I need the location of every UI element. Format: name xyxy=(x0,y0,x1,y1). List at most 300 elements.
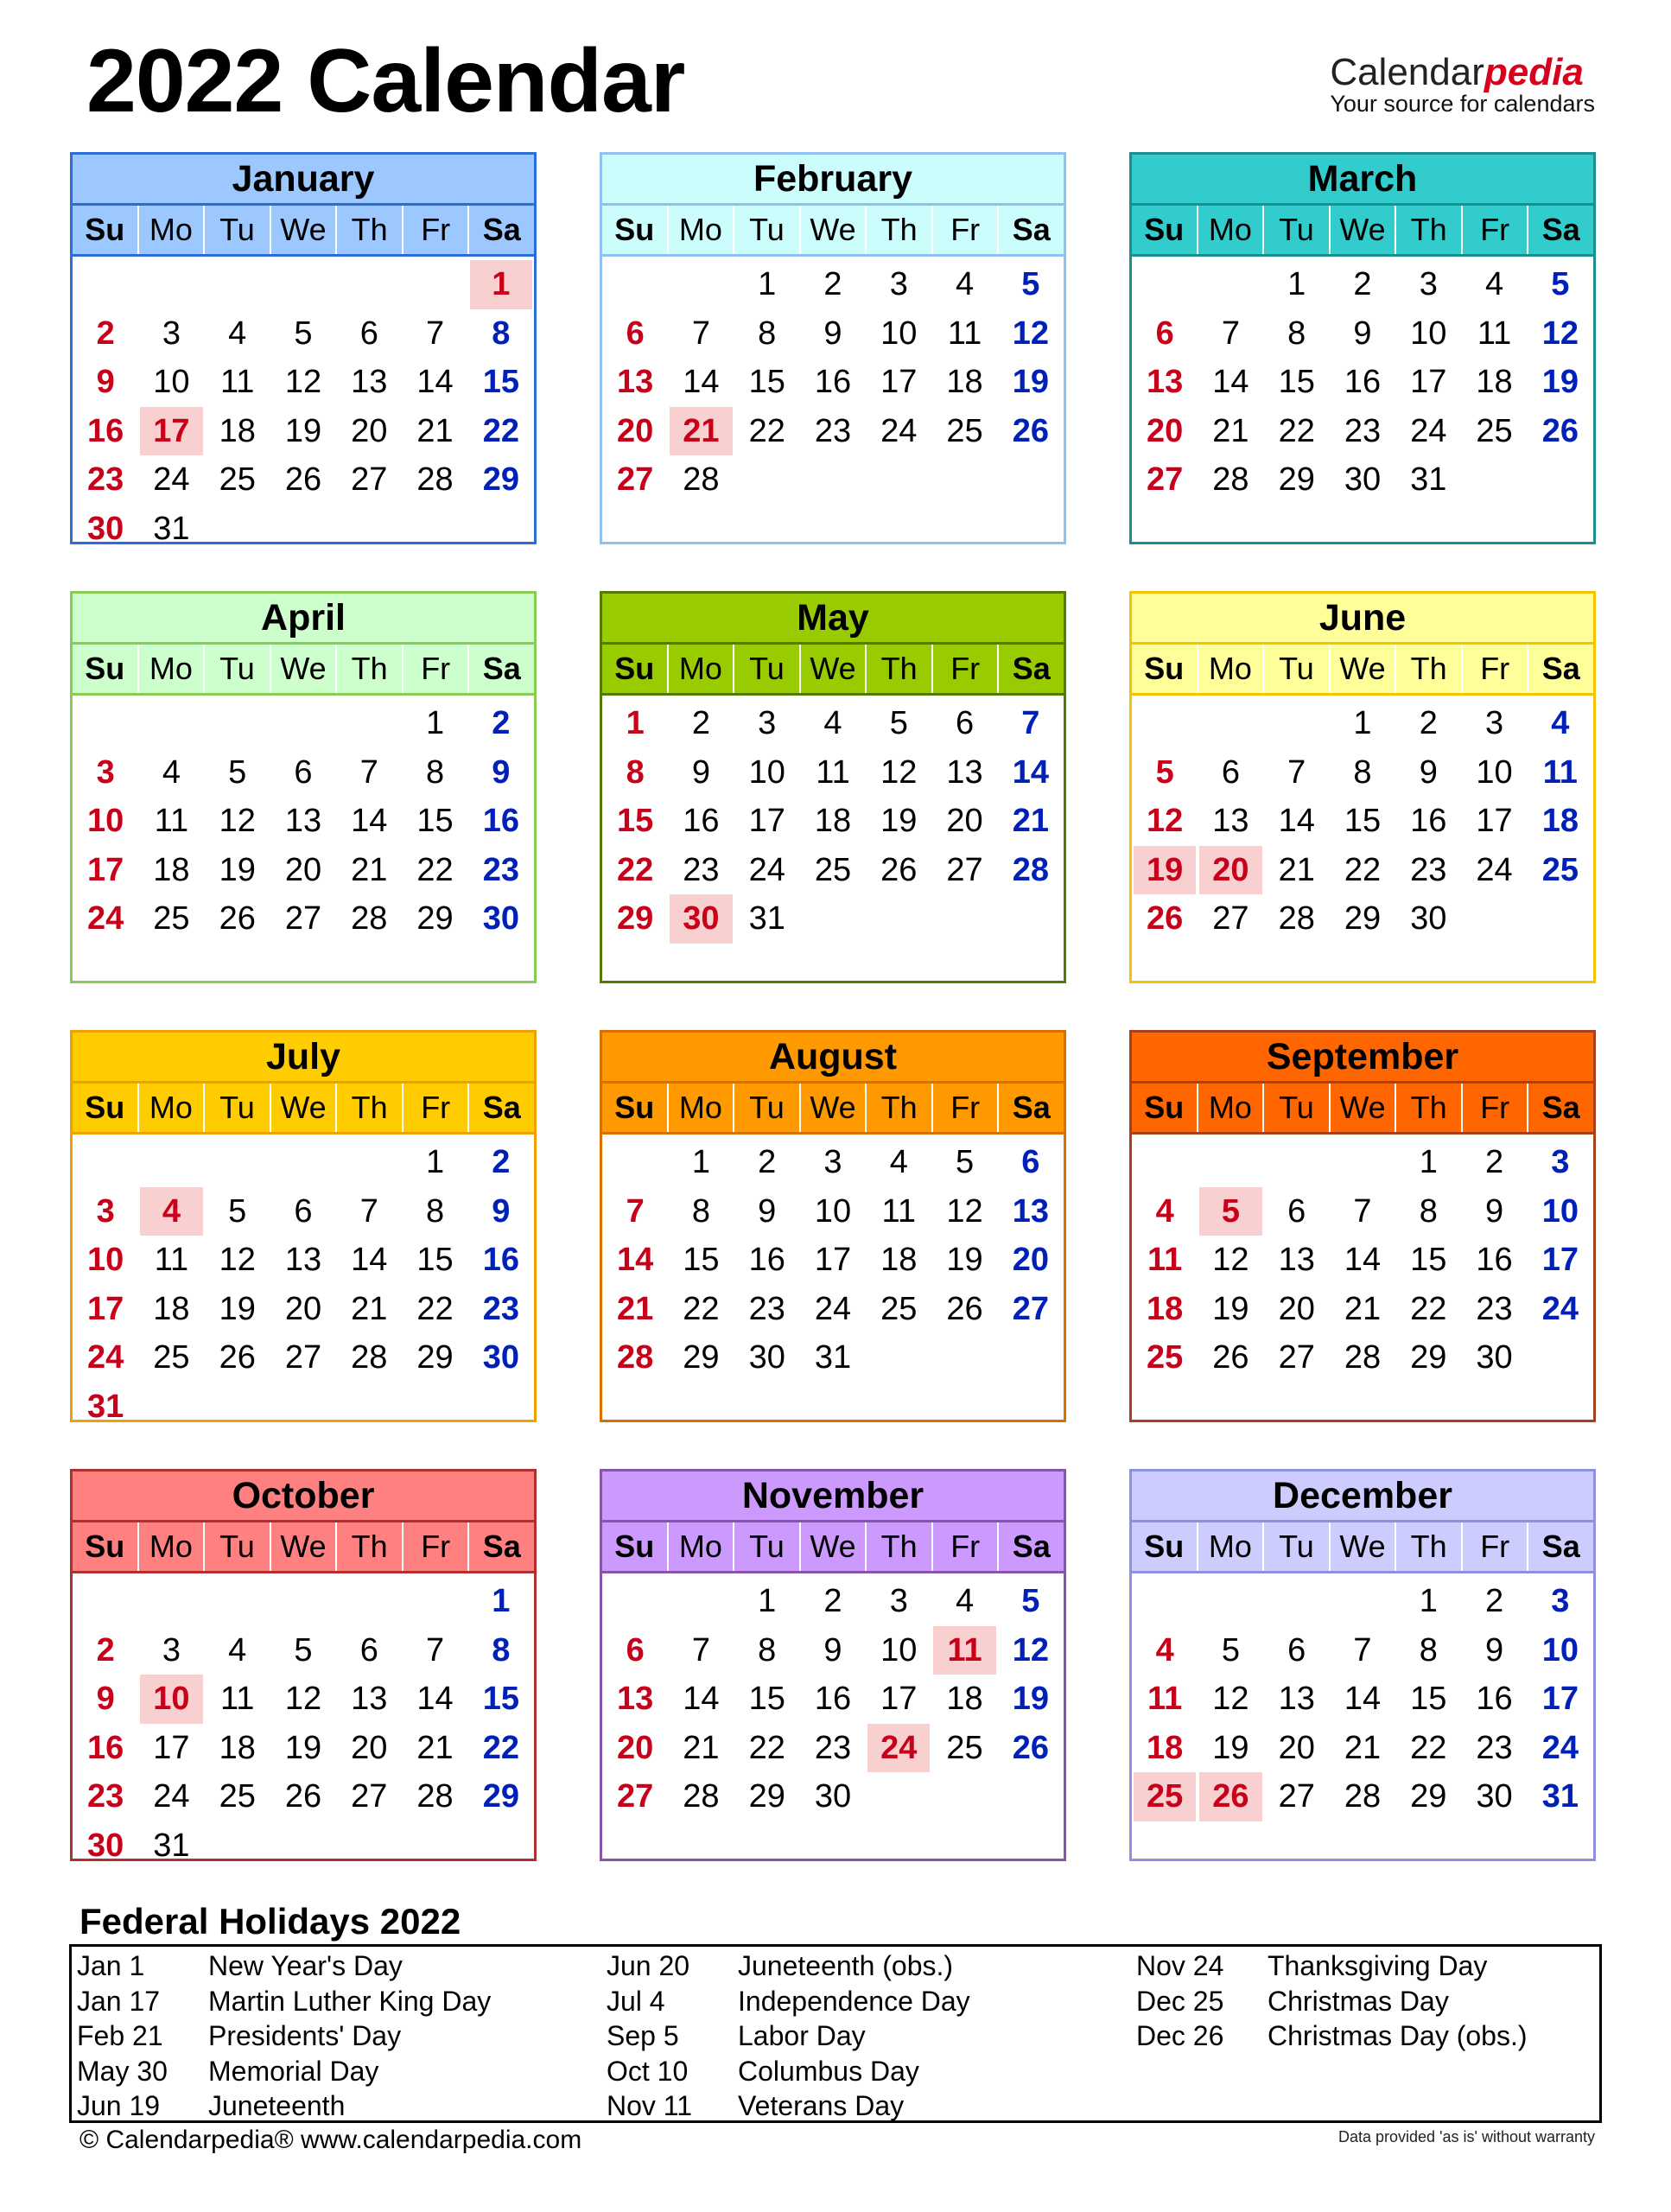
footer-copyright[interactable]: © Calendarpedia® www.calendarpedia.com xyxy=(79,2126,582,2154)
day-cell: 14 xyxy=(1344,1242,1382,1278)
day-cell: 22 xyxy=(1410,1290,1447,1327)
federal-holidays-title: Federal Holidays 2022 xyxy=(79,1901,461,1942)
day-cell: 28 xyxy=(1012,851,1049,888)
day-cell: 18 xyxy=(880,1242,918,1278)
empty-day-cell xyxy=(1266,1577,1328,1626)
day-cell: 6 xyxy=(1287,1631,1306,1669)
day-cell: 15 xyxy=(416,803,454,839)
day-cell: 8 xyxy=(492,1631,511,1669)
weekday-label: Fr xyxy=(403,1522,470,1571)
weekday-label: Tu xyxy=(1264,1522,1331,1571)
day-cell: 31 xyxy=(153,510,190,547)
day-cell: 13 xyxy=(946,753,983,791)
day-cell: 11 xyxy=(219,1681,255,1717)
weekday-label: We xyxy=(271,1084,338,1132)
day-cell: 13 xyxy=(351,1681,388,1717)
day-grid xyxy=(73,1573,534,1870)
day-cell: 22 xyxy=(482,1729,519,1766)
day-grid xyxy=(1132,1573,1593,1821)
day-cell: 12 xyxy=(284,364,322,400)
weekday-label: We xyxy=(271,206,338,254)
day-cell: 27 xyxy=(1012,1290,1049,1327)
day-cell: 13 xyxy=(1278,1681,1315,1717)
holiday-day-cell: 17 xyxy=(140,407,202,456)
month-april xyxy=(70,591,537,983)
day-cell: 10 xyxy=(1410,315,1447,352)
empty-day-cell xyxy=(272,260,334,309)
brand-name xyxy=(1330,51,1595,93)
weekday-label: Tu xyxy=(734,645,801,693)
day-cell: 18 xyxy=(1476,364,1513,400)
holiday-date: Sep 5 xyxy=(607,2020,679,2051)
empty-day-cell xyxy=(74,260,137,309)
day-cell: 21 xyxy=(351,1290,388,1327)
holiday-day-cell: 19 xyxy=(1134,846,1196,895)
month-september xyxy=(1129,1030,1596,1422)
holiday-date: Jun 19 xyxy=(77,2090,161,2121)
day-cell: 13 xyxy=(1278,1242,1315,1278)
day-cell: 22 xyxy=(1410,1729,1447,1766)
holiday-row xyxy=(601,2088,970,2124)
holiday-date: May 30 xyxy=(77,2055,168,2087)
holiday-row xyxy=(72,1948,491,1984)
day-cell: 7 xyxy=(1221,315,1240,352)
day-cell: 10 xyxy=(1541,1631,1579,1669)
day-cell: 8 xyxy=(1287,315,1306,352)
weekday-label: Fr xyxy=(933,206,1000,254)
day-cell: 20 xyxy=(1278,1290,1315,1327)
weekday-label: Tu xyxy=(1264,1084,1331,1132)
day-cell: 9 xyxy=(823,315,842,352)
day-cell: 8 xyxy=(758,315,777,352)
month-name: February xyxy=(602,155,1064,206)
day-cell: 19 xyxy=(284,412,322,449)
day-cell: 1 xyxy=(1353,705,1372,741)
weekday-label: Th xyxy=(867,645,933,693)
weekday-header-row xyxy=(602,206,1064,257)
day-cell: 20 xyxy=(946,803,983,839)
month-name: May xyxy=(602,594,1064,645)
day-cell: 22 xyxy=(482,412,519,449)
holiday-day-cell: 5 xyxy=(1199,1187,1261,1236)
month-august xyxy=(600,1030,1066,1422)
empty-day-cell xyxy=(1331,1138,1394,1187)
holiday-row xyxy=(1131,1948,1528,1984)
holiday-row xyxy=(72,2054,491,2089)
day-cell: 31 xyxy=(814,1339,852,1376)
empty-day-cell xyxy=(670,1577,732,1626)
day-cell: 10 xyxy=(814,1192,852,1230)
month-name: April xyxy=(73,594,534,645)
month-name: January xyxy=(73,155,534,206)
day-cell: 5 xyxy=(228,753,247,791)
empty-day-cell xyxy=(74,1138,137,1187)
day-cell: 16 xyxy=(1476,1242,1513,1278)
weekday-label: We xyxy=(801,206,867,254)
empty-day-cell xyxy=(206,1138,269,1187)
day-cell: 28 xyxy=(617,1339,654,1376)
day-cell: 10 xyxy=(87,1242,124,1278)
day-cell: 21 xyxy=(1344,1729,1382,1766)
day-cell: 23 xyxy=(814,412,852,449)
day-cell: 31 xyxy=(87,1388,124,1425)
day-cell: 7 xyxy=(425,1631,445,1669)
empty-day-cell xyxy=(1199,260,1261,309)
weekday-label: Su xyxy=(602,645,669,693)
day-cell: 8 xyxy=(425,1192,445,1230)
weekday-label: Sa xyxy=(999,206,1064,254)
holiday-name: Juneteenth (obs.) xyxy=(738,1950,954,1981)
day-grid xyxy=(1132,257,1593,505)
day-cell: 3 xyxy=(1551,1583,1570,1619)
weekday-header-row xyxy=(602,1084,1064,1135)
day-cell: 20 xyxy=(1278,1729,1315,1766)
weekday-label: Su xyxy=(602,1522,669,1571)
day-cell: 10 xyxy=(880,1631,918,1669)
day-cell: 11 xyxy=(881,1192,916,1230)
day-cell: 19 xyxy=(219,1290,256,1327)
weekday-header-row xyxy=(73,1084,534,1135)
day-cell: 1 xyxy=(758,1583,777,1619)
day-cell: 16 xyxy=(87,1729,124,1766)
day-cell: 17 xyxy=(880,364,918,400)
footer-disclaimer: Data provided 'as is' without warranty xyxy=(1337,2128,1595,2145)
day-cell: 15 xyxy=(416,1242,454,1278)
month-march xyxy=(1129,152,1596,544)
holiday-day-cell: 21 xyxy=(670,407,732,456)
day-cell: 2 xyxy=(96,1631,115,1669)
day-cell: 12 xyxy=(880,753,918,791)
day-cell: 8 xyxy=(1353,753,1372,791)
day-cell: 3 xyxy=(1484,705,1504,741)
month-name: October xyxy=(73,1471,534,1522)
day-cell: 15 xyxy=(1278,364,1315,400)
weekday-label: Sa xyxy=(469,1084,534,1132)
weekday-label: Th xyxy=(1396,645,1463,693)
day-cell: 20 xyxy=(1012,1242,1049,1278)
day-cell: 26 xyxy=(1541,412,1579,449)
brand-logo[interactable] xyxy=(1330,51,1595,118)
day-cell: 11 xyxy=(1147,1242,1183,1278)
day-cell: 29 xyxy=(416,1339,454,1376)
weekday-label: Th xyxy=(337,206,403,254)
day-cell: 6 xyxy=(626,315,645,352)
day-cell: 23 xyxy=(1476,1290,1513,1327)
day-cell: 9 xyxy=(758,1192,777,1230)
day-cell: 12 xyxy=(219,1242,256,1278)
holiday-day-cell: 1 xyxy=(470,260,532,309)
day-cell: 21 xyxy=(683,1729,720,1766)
weekday-header-row xyxy=(73,645,534,696)
empty-day-cell xyxy=(338,699,400,748)
month-name: June xyxy=(1132,594,1593,645)
day-cell: 14 xyxy=(351,1242,388,1278)
day-cell: 4 xyxy=(1155,1631,1174,1669)
day-grid xyxy=(73,257,534,553)
day-cell: 27 xyxy=(617,461,654,498)
holiday-column xyxy=(72,1948,491,2124)
day-cell: 23 xyxy=(1344,412,1382,449)
day-cell: 10 xyxy=(880,315,918,352)
weekday-header-row xyxy=(1132,206,1593,257)
month-name: August xyxy=(602,1033,1064,1084)
day-cell: 2 xyxy=(691,705,710,741)
day-cell: 3 xyxy=(889,266,908,302)
day-cell: 23 xyxy=(87,461,124,498)
day-cell: 20 xyxy=(351,1729,388,1766)
day-cell: 22 xyxy=(748,412,785,449)
weekday-label: Su xyxy=(602,1084,669,1132)
day-cell: 3 xyxy=(162,315,181,352)
day-cell: 2 xyxy=(758,1144,777,1180)
day-cell: 24 xyxy=(87,1339,124,1376)
weekday-header-row xyxy=(73,206,534,257)
day-cell: 24 xyxy=(1541,1290,1579,1327)
day-cell: 6 xyxy=(294,1192,313,1230)
empty-day-cell xyxy=(206,699,269,748)
day-cell: 13 xyxy=(351,364,388,400)
weekday-label: Sa xyxy=(999,1522,1064,1571)
day-cell: 7 xyxy=(1353,1192,1372,1230)
day-cell: 12 xyxy=(219,803,256,839)
day-grid xyxy=(602,257,1064,505)
day-cell: 8 xyxy=(425,753,445,791)
holiday-row xyxy=(601,2018,970,2054)
weekday-label: Su xyxy=(73,1522,139,1571)
day-cell: 29 xyxy=(1344,900,1382,937)
day-cell: 2 xyxy=(96,315,115,352)
day-cell: 14 xyxy=(1012,753,1049,791)
day-cell: 1 xyxy=(425,705,445,741)
weekday-label: Su xyxy=(73,206,139,254)
day-cell: 1 xyxy=(758,266,777,302)
day-cell: 29 xyxy=(1410,1778,1447,1815)
holiday-day-cell: 26 xyxy=(1199,1772,1261,1821)
day-cell: 7 xyxy=(425,315,445,352)
day-cell: 9 xyxy=(823,1631,842,1669)
day-cell: 28 xyxy=(1344,1778,1382,1815)
day-cell: 15 xyxy=(748,1681,785,1717)
day-cell: 30 xyxy=(87,1827,124,1864)
day-cell: 24 xyxy=(153,461,190,498)
day-cell: 20 xyxy=(351,412,388,449)
day-cell: 7 xyxy=(1287,753,1306,791)
day-cell: 25 xyxy=(219,1778,256,1815)
day-cell: 14 xyxy=(683,1681,720,1717)
day-cell: 24 xyxy=(748,851,785,888)
day-cell: 23 xyxy=(482,1290,519,1327)
weekday-label: Sa xyxy=(1528,645,1593,693)
day-cell: 29 xyxy=(482,1778,519,1815)
day-cell: 11 xyxy=(947,315,982,352)
holiday-day-cell: 24 xyxy=(867,1724,930,1773)
day-cell: 5 xyxy=(1155,753,1174,791)
day-cell: 18 xyxy=(946,364,983,400)
day-cell: 16 xyxy=(482,803,519,839)
day-cell: 27 xyxy=(1278,1339,1315,1376)
day-cell: 29 xyxy=(1410,1339,1447,1376)
day-cell: 11 xyxy=(816,753,850,791)
empty-day-cell xyxy=(272,1577,334,1626)
day-cell: 9 xyxy=(1353,315,1372,352)
weekday-header-row xyxy=(1132,1522,1593,1573)
day-cell: 12 xyxy=(1212,1681,1249,1717)
empty-day-cell xyxy=(1199,699,1261,748)
day-cell: 25 xyxy=(946,1729,983,1766)
day-cell: 22 xyxy=(683,1290,720,1327)
empty-day-cell xyxy=(1331,1577,1394,1626)
day-cell: 28 xyxy=(1344,1339,1382,1376)
day-cell: 22 xyxy=(416,1290,454,1327)
weekday-label: We xyxy=(1331,206,1397,254)
day-cell: 17 xyxy=(87,851,124,888)
day-cell: 26 xyxy=(1012,1729,1049,1766)
day-cell: 16 xyxy=(1410,803,1447,839)
day-cell: 1 xyxy=(1419,1583,1438,1619)
day-cell: 1 xyxy=(425,1144,445,1180)
day-cell: 11 xyxy=(1542,753,1578,791)
weekday-label: Th xyxy=(337,1084,403,1132)
day-grid xyxy=(602,1573,1064,1821)
day-cell: 29 xyxy=(748,1778,785,1815)
day-cell: 2 xyxy=(823,266,842,302)
weekday-header-row xyxy=(602,1522,1064,1573)
day-cell: 29 xyxy=(617,900,654,937)
brand-name-accent: pedia xyxy=(1484,51,1584,93)
day-cell: 16 xyxy=(1476,1681,1513,1717)
day-cell: 7 xyxy=(359,1192,378,1230)
day-cell: 23 xyxy=(1410,851,1447,888)
day-cell: 15 xyxy=(683,1242,720,1278)
day-cell: 9 xyxy=(691,753,710,791)
day-cell: 4 xyxy=(1551,705,1570,741)
day-cell: 14 xyxy=(1212,364,1249,400)
day-cell: 16 xyxy=(87,412,124,449)
weekday-label: Tu xyxy=(205,645,271,693)
day-cell: 13 xyxy=(284,803,322,839)
month-name: November xyxy=(602,1471,1064,1522)
day-cell: 19 xyxy=(1541,364,1579,400)
day-cell: 18 xyxy=(219,1729,256,1766)
day-cell: 11 xyxy=(154,1242,189,1278)
weekday-label: Fr xyxy=(403,1084,470,1132)
weekday-label: Sa xyxy=(1528,206,1593,254)
day-cell: 18 xyxy=(153,851,190,888)
day-cell: 16 xyxy=(1344,364,1382,400)
holiday-row xyxy=(601,1984,970,2019)
day-cell: 19 xyxy=(1212,1290,1249,1327)
day-cell: 21 xyxy=(416,412,454,449)
day-cell: 3 xyxy=(758,705,777,741)
day-cell: 24 xyxy=(87,900,124,937)
weekday-label: Mo xyxy=(1198,645,1265,693)
empty-day-cell xyxy=(140,1577,202,1626)
weekday-label: Fr xyxy=(1463,1084,1529,1132)
day-cell: 22 xyxy=(416,851,454,888)
day-cell: 12 xyxy=(1012,1631,1049,1669)
holiday-name: Martin Luther King Day xyxy=(208,1985,492,2017)
day-cell: 8 xyxy=(691,1192,710,1230)
weekday-label: Tu xyxy=(734,1522,801,1571)
holiday-row xyxy=(1131,2018,1528,2054)
empty-day-cell xyxy=(338,1577,400,1626)
day-cell: 25 xyxy=(946,412,983,449)
day-cell: 1 xyxy=(1419,1144,1438,1180)
day-cell: 28 xyxy=(1278,900,1315,937)
day-cell: 21 xyxy=(351,851,388,888)
day-cell: 2 xyxy=(823,1583,842,1619)
day-cell: 27 xyxy=(351,1778,388,1815)
day-cell: 21 xyxy=(416,1729,454,1766)
day-cell: 9 xyxy=(492,753,511,791)
day-cell: 26 xyxy=(946,1290,983,1327)
day-cell: 17 xyxy=(1541,1681,1579,1717)
day-cell: 30 xyxy=(1344,461,1382,498)
day-cell: 1 xyxy=(626,705,645,741)
day-cell: 24 xyxy=(880,412,918,449)
holiday-column xyxy=(601,1948,970,2124)
holiday-name: Memorial Day xyxy=(208,2055,379,2087)
day-cell: 13 xyxy=(1012,1192,1049,1230)
weekday-label: Mo xyxy=(669,206,735,254)
day-cell: 16 xyxy=(814,1681,852,1717)
day-cell: 24 xyxy=(153,1778,190,1815)
day-cell: 15 xyxy=(748,364,785,400)
day-cell: 31 xyxy=(748,900,785,937)
day-cell: 23 xyxy=(482,851,519,888)
weekday-label: Su xyxy=(1132,645,1198,693)
day-cell: 6 xyxy=(1021,1144,1040,1180)
day-cell: 30 xyxy=(482,900,519,937)
weekday-label: Su xyxy=(602,206,669,254)
day-cell: 12 xyxy=(1212,1242,1249,1278)
holiday-date: Nov 11 xyxy=(607,2090,693,2121)
weekday-label: We xyxy=(801,645,867,693)
day-cell: 4 xyxy=(1484,266,1504,302)
day-cell: 6 xyxy=(359,1631,378,1669)
empty-day-cell xyxy=(403,260,466,309)
federal-holidays-table xyxy=(69,1944,1602,2123)
day-cell: 9 xyxy=(1484,1192,1504,1230)
holiday-name: Christmas Day xyxy=(1268,1985,1449,2017)
weekday-label: Tu xyxy=(734,1084,801,1132)
weekday-label: Mo xyxy=(669,1084,735,1132)
day-cell: 25 xyxy=(153,1339,190,1376)
day-cell: 27 xyxy=(351,461,388,498)
holiday-name: New Year's Day xyxy=(208,1950,403,1981)
empty-day-cell xyxy=(1199,1138,1261,1187)
day-cell: 30 xyxy=(1410,900,1447,937)
day-cell: 27 xyxy=(1278,1778,1315,1815)
day-cell: 13 xyxy=(617,364,654,400)
day-cell: 10 xyxy=(153,364,190,400)
day-grid xyxy=(602,1135,1064,1382)
holiday-row xyxy=(72,2088,491,2124)
weekday-label: Sa xyxy=(999,1084,1064,1132)
day-cell: 6 xyxy=(359,315,378,352)
empty-day-cell xyxy=(140,260,202,309)
day-cell: 30 xyxy=(1476,1339,1513,1376)
weekday-label: Fr xyxy=(1463,645,1529,693)
weekday-label: Th xyxy=(1396,206,1463,254)
holiday-day-cell: 30 xyxy=(670,894,732,944)
day-cell: 7 xyxy=(359,753,378,791)
weekday-label: Mo xyxy=(669,1522,735,1571)
empty-day-cell xyxy=(1266,699,1328,748)
day-cell: 25 xyxy=(880,1290,918,1327)
day-cell: 7 xyxy=(691,1631,710,1669)
day-cell: 15 xyxy=(1410,1242,1447,1278)
